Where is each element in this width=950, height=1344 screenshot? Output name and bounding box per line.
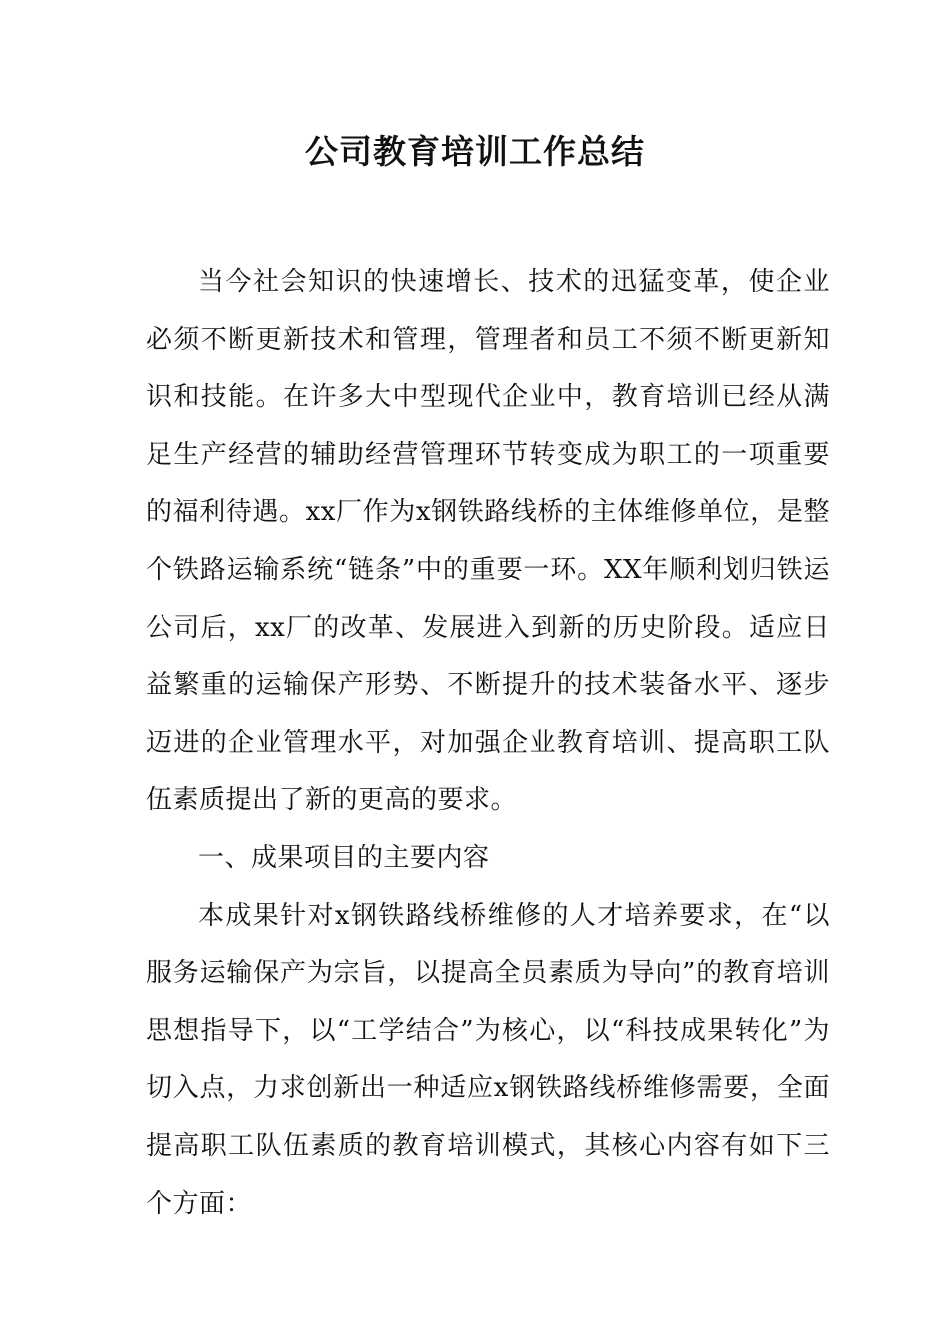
section-heading: 一、成果项目的主要内容 <box>198 842 490 873</box>
content-paragraph: 本成果针对x钢铁路线桥维修的人才培养要求，在“以服务运输保产为宗旨，以提高全员素质为导向”的教育培训思想指导下，以“工学结合”为核心，以“科技成果转化”为切入点，力求创新出一种适应x钢铁路线桥维修需要，全面提高职工队伍素质的教育培训模式，其核心内容有如下三个方面： <box>146 900 830 1219</box>
document-body <box>146 254 830 1233</box>
intro-paragraph: 当今社会知识的快速增长、技术的迅猛变革，使企业必须不断更新技术和管理，管理者和员工不须不断更新知识和技能。在许多大中型现代企业中，教育培训已经从满足生产经营的辅助经营管理环节转变成为职工的一项重要的福利待遇。xx厂作为x钢铁路线桥的主体维修单位，是整个铁路运输系统“链条”中的重要一环。XX年顺利划归铁运公司后，xx厂的改革、发展进入到新的历史阶段。适应日益繁重的运输保产形势、不断提升的技术装备水平、逐步迈进的企业管理水平，对加强企业教育培训、提高职工队伍素质提出了新的更高的要求。 <box>146 267 830 816</box>
document-title: 公司教育培训工作总结 <box>305 132 645 171</box>
